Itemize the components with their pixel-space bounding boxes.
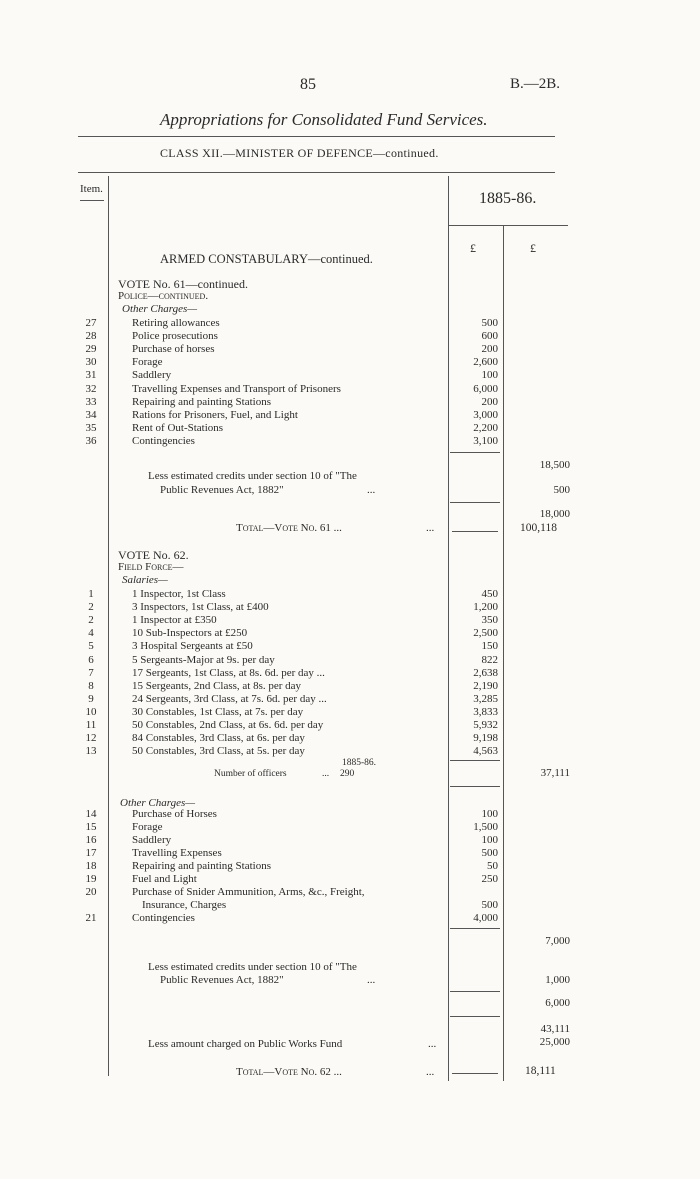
vote61-total-rule [452,531,498,532]
item-amount: 4,563 [473,745,498,758]
item-description: 3 Inspectors, 1st Class, at £400 [132,601,269,614]
item-number: 13 [85,745,97,758]
year-header: 1885-86. [479,190,537,207]
item-amount: 822 [481,653,498,666]
item-description: Repairing and painting Stations [132,395,272,408]
table-row [80,396,580,409]
item-amount: 5,932 [473,719,498,731]
item-number: 10 [85,705,97,718]
vote61-total-dots: ... [426,522,435,534]
item-description: 3 Hospital Sergeants at £50 [132,640,253,653]
table-row [80,640,580,653]
table-row [80,654,580,667]
item-amount: 500 [481,899,498,911]
item-amount: 2,600 [473,356,498,369]
item-number: 2 [88,614,94,627]
gross-rule [450,1016,500,1017]
item-amount: 3,285 [473,692,498,705]
year-rule [448,225,568,226]
table-row [80,847,580,860]
item-amount: 6,000 [473,382,498,395]
table-row [80,706,580,719]
vote62-group: Salaries— [122,574,168,586]
vote61-title: VOTE No. 61—continued. [118,277,248,291]
item-description: Purchase of horses [132,343,215,356]
vote61-subhead: Police—continued. [118,290,209,302]
table-row [80,860,580,873]
item-description: 17 Sergeants, 1st Class, at 8s. 6d. per day ... [132,666,325,679]
item-number: 12 [85,732,97,745]
item-header: Item. [80,183,103,195]
item-number: 21 [85,912,97,924]
item-description: 5 Sergeants-Major at 9s. per day [132,653,275,666]
table-row [80,873,580,886]
item-amount: 100 [481,834,498,846]
item-number: 9 [88,692,94,705]
vote62-total-dots: ... [426,1066,435,1078]
vote62-group2: Other Charges— [120,797,196,809]
item-amount: 1,200 [473,601,498,614]
table-row [80,409,580,422]
item-number: 2 [88,601,94,614]
table-row [80,422,580,435]
item-number: 30 [85,356,97,369]
item-description: 10 Sub-Inspectors at £250 [132,627,248,640]
item-amount: 2,638 [473,666,498,679]
item-amount: 9,198 [473,732,498,745]
item-amount: 600 [481,330,498,343]
table-row [80,601,580,614]
page-title: Appropriations for Consolidated Fund Services. [160,110,488,129]
table-row [80,667,580,680]
vote61-net-rule [450,502,500,503]
table-row [80,356,580,369]
item-number: 14 [85,808,97,820]
item-description: 30 Constables, 1st Class, at 7s. per day [132,705,304,718]
page-number: 85 [300,76,316,93]
item-amount: 100 [481,369,498,382]
item-amount: 250 [481,873,498,885]
item-description: 24 Sergeants, 3rd Class, at 7s. 6d. per day ... [132,692,327,705]
table-row [80,886,580,899]
vote62-total-amount: 18,111 [525,1065,556,1077]
item-description: Insurance, Charges [142,899,227,911]
item-amount: 100 [481,808,498,820]
table-row [80,588,580,601]
item-amount: 150 [481,640,498,653]
vote61-total-label: Total—Vote No. 61 ... [236,522,342,534]
vote61-total-amount: 100,118 [520,522,557,534]
item-description: Rations for Prisoners, Fuel, and Light [132,408,298,421]
vote62-net-rule [450,991,500,992]
item-number: 17 [85,847,97,859]
item-number: 29 [85,343,97,356]
vote62-less-line1: Less estimated credits under section 10 of "The [148,961,357,973]
vote62-net: 6,000 [545,997,570,1009]
vote62-title: VOTE No. 62. [118,548,189,562]
vote61-group: Other Charges— [122,303,198,315]
title-rule [78,136,555,137]
item-description: Repairing and painting Stations [132,860,272,872]
item-amount: 350 [481,614,498,627]
item-number: 8 [88,679,94,692]
item-description: Travelling Expenses and Transport of Prisoners [132,382,341,395]
vote62-less-dots: ... [367,974,376,986]
class-line: CLASS XII.—MINISTER OF DEFENCE—continued. [160,146,439,160]
item-number: 1 [88,588,94,600]
item-description: 15 Sergeants, 2nd Class, at 8s. per day [132,679,302,692]
item-amount: 3,833 [473,705,498,718]
item-number: 36 [85,434,97,447]
vote61-subtotal: 18,500 [539,459,570,471]
item-number: 31 [85,369,97,382]
public-works-dots: ... [428,1038,437,1050]
officers-label: Number of officers [214,769,287,779]
vote61-net: 18,000 [539,508,570,520]
item-description: Rent of Out-Stations [132,421,224,434]
vote61-less-amount: 500 [553,484,570,496]
item-description: Police prosecutions [132,330,218,343]
item-number: 6 [88,653,94,666]
table-row [80,317,580,330]
item-number: 11 [85,719,97,731]
table-row [80,899,580,912]
officers-count: 290 [340,769,355,779]
item-description: Travelling Expenses [132,847,222,859]
item-number: 16 [85,834,97,846]
table-row [80,821,580,834]
vote62-total-label: Total—Vote No. 62 ... [236,1066,342,1078]
table-row [80,369,580,382]
item-number: 34 [85,408,97,421]
item-description: Purchase of Horses [132,808,217,820]
item-amount: 2,500 [473,627,498,640]
officers-dots: ... [322,769,330,779]
item-description: 1 Inspector, 1st Class [132,588,226,600]
table-row [80,614,580,627]
item-number: 15 [85,821,97,833]
officers-year: 1885-86. [342,758,377,768]
public-works-amount: 25,000 [539,1036,570,1048]
item-amount: 450 [481,588,498,600]
vote62-gross: 43,111 [540,1023,570,1035]
other-total-rule [450,928,500,929]
vote61-less-line1: Less estimated credits under section 10 of "The [148,470,357,482]
salaries-total: 37,111 [540,767,570,779]
other-total: 7,000 [545,935,570,947]
item-number: 28 [85,330,97,343]
table-row [80,343,580,356]
vote62-subhead: Field Force— [118,561,184,573]
vote62-less-amount: 1,000 [545,974,570,986]
item-description: Contingencies [132,912,195,924]
item-number: 18 [85,860,97,872]
item-amount: 3,000 [473,408,498,421]
item-description: Saddlery [132,834,172,846]
item-amount: 50 [487,860,498,872]
item-description: Retiring allowances [132,317,220,329]
item-number: 33 [85,395,97,408]
section-title: ARMED CONSTABULARY—continued. [160,252,373,266]
table-row [80,732,580,745]
item-description: 1 Inspector at £350 [132,614,217,627]
item-amount: 200 [481,395,498,408]
item-amount: 500 [481,847,498,859]
item-amount: 3,100 [473,434,498,447]
item-description: Contingencies [132,434,195,447]
item-number: 32 [85,382,97,395]
table-top-rule [78,172,555,173]
table-row [80,912,580,925]
item-number: 19 [85,873,97,885]
item-description: 50 Constables, 3rd Class, at 5s. per day [132,745,305,758]
salaries-total-rule [450,760,500,761]
table-row [80,834,580,847]
item-description: Forage [132,356,163,369]
item-header-underline [80,200,104,201]
item-number: 20 [85,886,97,898]
item-amount: 2,200 [473,421,498,434]
item-amount: 2,190 [473,679,498,692]
table-row [80,435,580,448]
item-number: 27 [85,317,97,329]
vote62-less-line2: Public Revenues Act, 1882" [160,974,284,986]
table-row [80,745,580,758]
vote61-less-dots: ... [367,484,376,496]
item-description: Saddlery [132,369,172,382]
pound-symbol-col1: £ [470,241,476,255]
item-number: 4 [88,627,94,640]
item-number: 7 [88,666,94,679]
table-row [80,627,580,640]
table-row [80,680,580,693]
public-works-label: Less amount charged on Public Works Fund [148,1038,343,1050]
item-amount: 4,000 [473,912,498,924]
table-row [80,693,580,706]
vote62-total-rule [452,1073,498,1074]
table-row [80,719,580,732]
vote61-subtotal-rule [450,452,500,453]
item-description: Fuel and Light [132,873,197,885]
item-description: Forage [132,821,163,833]
item-amount: 200 [481,343,498,356]
item-description: 84 Constables, 3rd Class, at 6s. per day [132,732,305,745]
item-amount: 500 [481,317,498,329]
vote61-less-line2: Public Revenues Act, 1882" [160,484,284,496]
item-amount: 1,500 [473,821,498,833]
table-row [80,383,580,396]
item-description: 50 Constables, 2nd Class, at 6s. 6d. per day [132,719,324,731]
table-row [80,808,580,821]
pound-symbol-col2: £ [530,241,536,255]
item-description: Purchase of Snider Ammunition, Arms, &c., Freight, [132,886,365,898]
document-ref: B.—2B. [510,76,561,92]
item-number: 35 [85,421,97,434]
item-number: 5 [88,640,94,653]
salaries-under-rule [450,786,500,787]
table-row [80,330,580,343]
